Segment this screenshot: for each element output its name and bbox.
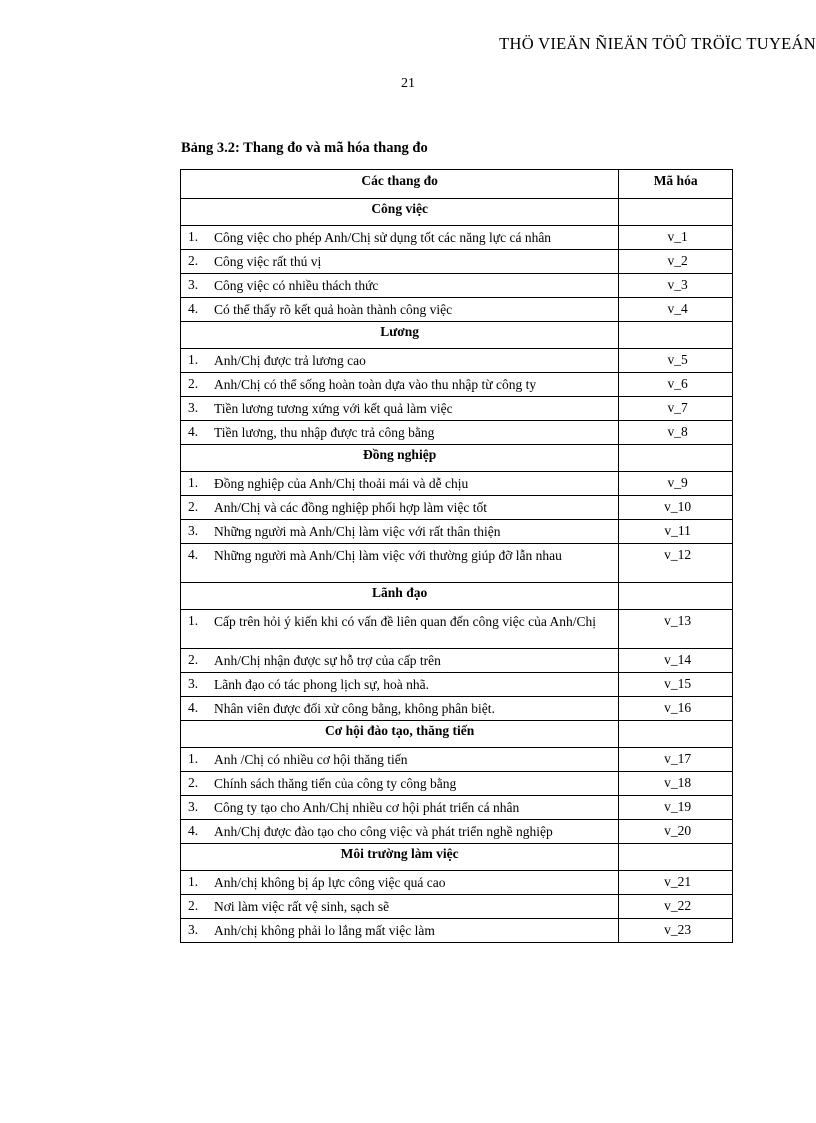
group-code-empty xyxy=(619,199,733,226)
group-row xyxy=(181,199,733,226)
table-row xyxy=(181,895,733,919)
table-row xyxy=(181,820,733,844)
table-row xyxy=(181,673,733,697)
table-caption: Bảng 3.2: Thang đo và mã hóa thang đo xyxy=(181,140,428,156)
item-cell xyxy=(181,349,619,373)
item-cell xyxy=(181,496,619,520)
item-text: Chính sách thăng tiến của công ty công bằng xyxy=(214,776,457,791)
item-text: Những người mà Anh/Chị làm việc với rất thân thiện xyxy=(214,524,501,539)
group-row xyxy=(181,844,733,871)
table-row xyxy=(181,373,733,397)
code-cell xyxy=(619,472,733,496)
table-row xyxy=(181,349,733,373)
item-code: v_23 xyxy=(664,922,692,937)
header-code: Mã hóa xyxy=(619,170,733,199)
header-watermark: THÖ VIEÄN ÑIEÄN TÖÛ TRÖÏC TUYEÁN xyxy=(499,34,816,53)
item-number: 2. xyxy=(188,898,199,913)
group-code-empty xyxy=(619,844,733,871)
item-number: 1. xyxy=(188,475,199,490)
group-title: Đồng nghiệp xyxy=(181,445,619,472)
item-text: Công việc cho phép Anh/Chị sử dụng tốt các năng lực cá nhân xyxy=(214,230,552,245)
group-title: Công việc xyxy=(181,199,619,226)
item-cell xyxy=(181,871,619,895)
item-code: v_8 xyxy=(667,424,688,439)
group-title: Lãnh đạo xyxy=(181,583,619,610)
table-row xyxy=(181,226,733,250)
code-cell xyxy=(619,697,733,721)
item-text: Anh/Chị có thể sống hoàn toàn dựa vào thu nhập từ công ty xyxy=(214,377,537,392)
scale-table xyxy=(180,169,733,943)
code-cell xyxy=(619,274,733,298)
item-code: v_7 xyxy=(667,400,688,415)
item-code: v_13 xyxy=(664,613,692,628)
table-row xyxy=(181,610,733,649)
code-cell xyxy=(619,226,733,250)
item-number: 1. xyxy=(188,751,199,766)
item-code: v_19 xyxy=(664,799,692,814)
item-cell xyxy=(181,298,619,322)
item-code: v_12 xyxy=(664,547,692,562)
group-title: Môi trường làm việc xyxy=(181,844,619,871)
item-cell xyxy=(181,697,619,721)
item-text: Tiền lương tương xứng với kết quả làm việc xyxy=(214,401,453,416)
item-cell xyxy=(181,421,619,445)
item-code: v_14 xyxy=(664,652,692,667)
code-cell xyxy=(619,496,733,520)
table-row xyxy=(181,649,733,673)
table-row xyxy=(181,919,733,943)
item-cell xyxy=(181,649,619,673)
item-cell xyxy=(181,226,619,250)
group-code-empty xyxy=(619,445,733,472)
item-text: Công việc rất thú vị xyxy=(214,254,322,269)
item-number: 3. xyxy=(188,799,199,814)
item-code: v_15 xyxy=(664,676,692,691)
item-cell xyxy=(181,895,619,919)
item-code: v_1 xyxy=(667,229,688,244)
item-text: Anh/chị không bị áp lực công việc quá cao xyxy=(214,875,446,890)
code-cell xyxy=(619,298,733,322)
table-row xyxy=(181,472,733,496)
code-cell xyxy=(619,796,733,820)
code-cell xyxy=(619,673,733,697)
table-row xyxy=(181,871,733,895)
table-row xyxy=(181,748,733,772)
item-number: 2. xyxy=(188,376,199,391)
item-cell xyxy=(181,274,619,298)
item-number: 3. xyxy=(188,676,199,691)
code-cell xyxy=(619,349,733,373)
table-row xyxy=(181,697,733,721)
code-cell xyxy=(619,397,733,421)
item-text: Công ty tạo cho Anh/Chị nhiều cơ hội phát triển cá nhân xyxy=(214,800,520,815)
code-cell xyxy=(619,748,733,772)
item-number: 2. xyxy=(188,499,199,514)
item-cell xyxy=(181,919,619,943)
item-number: 1. xyxy=(188,874,199,889)
item-code: v_2 xyxy=(667,253,688,268)
item-cell xyxy=(181,748,619,772)
code-cell xyxy=(619,871,733,895)
code-cell xyxy=(619,250,733,274)
table-row xyxy=(181,772,733,796)
item-cell xyxy=(181,610,619,649)
item-text: Anh /Chị có nhiều cơ hội thăng tiến xyxy=(214,752,408,767)
table-row xyxy=(181,397,733,421)
table-header-row xyxy=(181,170,733,199)
item-cell xyxy=(181,373,619,397)
code-cell xyxy=(619,649,733,673)
code-cell xyxy=(619,373,733,397)
group-row xyxy=(181,445,733,472)
item-number: 4. xyxy=(188,301,199,316)
item-cell xyxy=(181,397,619,421)
table-body xyxy=(181,199,733,943)
group-row xyxy=(181,583,733,610)
group-code-empty xyxy=(619,721,733,748)
item-number: 3. xyxy=(188,922,199,937)
header-scale: Các thang đo xyxy=(181,170,619,199)
item-code: v_11 xyxy=(664,523,691,538)
item-code: v_17 xyxy=(664,751,692,766)
group-code-empty xyxy=(619,322,733,349)
item-code: v_20 xyxy=(664,823,692,838)
item-number: 4. xyxy=(188,424,199,439)
table-row xyxy=(181,496,733,520)
item-number: 2. xyxy=(188,253,199,268)
item-number: 4. xyxy=(188,700,199,715)
item-text: Anh/Chị và các đồng nghiệp phối hợp làm việc tốt xyxy=(214,500,487,515)
item-number: 2. xyxy=(188,775,199,790)
item-code: v_21 xyxy=(664,874,692,889)
item-text: Anh/Chị được trả lương cao xyxy=(214,353,366,368)
code-cell xyxy=(619,544,733,583)
item-code: v_9 xyxy=(667,475,688,490)
table-row xyxy=(181,298,733,322)
table-row xyxy=(181,544,733,583)
item-cell xyxy=(181,820,619,844)
item-text: Công việc có nhiều thách thức xyxy=(214,278,379,293)
item-cell xyxy=(181,520,619,544)
group-title: Lương xyxy=(181,322,619,349)
code-cell xyxy=(619,919,733,943)
item-text: Tiền lương, thu nhập được trả công bằng xyxy=(214,425,435,440)
item-text: Những người mà Anh/Chị làm việc với thường giúp đỡ lẫn nhau xyxy=(214,548,562,563)
item-text: Anh/chị không phải lo lắng mất việc làm xyxy=(214,923,435,938)
item-code: v_16 xyxy=(664,700,692,715)
item-number: 3. xyxy=(188,400,199,415)
item-number: 3. xyxy=(188,277,199,292)
item-code: v_5 xyxy=(667,352,688,367)
table-row xyxy=(181,796,733,820)
item-code: v_18 xyxy=(664,775,692,790)
table-row xyxy=(181,421,733,445)
code-cell xyxy=(619,610,733,649)
table-row xyxy=(181,274,733,298)
item-code: v_6 xyxy=(667,376,688,391)
item-text: Cấp trên hỏi ý kiến khi có vấn đề liên quan đến công việc của Anh/Chị xyxy=(214,614,597,629)
group-row xyxy=(181,721,733,748)
item-cell xyxy=(181,472,619,496)
code-cell xyxy=(619,421,733,445)
item-text: Lãnh đạo có tác phong lịch sự, hoà nhã. xyxy=(214,677,430,692)
item-cell xyxy=(181,772,619,796)
item-cell xyxy=(181,544,619,583)
group-row xyxy=(181,322,733,349)
item-cell xyxy=(181,796,619,820)
item-code: v_10 xyxy=(664,499,692,514)
item-code: v_3 xyxy=(667,277,688,292)
item-cell xyxy=(181,673,619,697)
page-number: 21 xyxy=(401,76,415,91)
item-number: 1. xyxy=(188,229,199,244)
item-text: Nơi làm việc rất vệ sinh, sạch sẽ xyxy=(214,899,390,914)
item-text: Nhân viên được đối xử công bằng, không phân biệt. xyxy=(214,701,495,716)
item-code: v_4 xyxy=(667,301,688,316)
code-cell xyxy=(619,895,733,919)
code-cell xyxy=(619,772,733,796)
item-code: v_22 xyxy=(664,898,692,913)
code-cell xyxy=(619,520,733,544)
item-text: Anh/Chị được đào tạo cho công việc và phát triển nghề nghiệp xyxy=(214,824,553,839)
table-row xyxy=(181,520,733,544)
item-cell xyxy=(181,250,619,274)
group-code-empty xyxy=(619,583,733,610)
item-number: 3. xyxy=(188,523,199,538)
item-number: 4. xyxy=(188,547,199,562)
item-number: 1. xyxy=(188,613,199,628)
item-text: Anh/Chị nhận được sự hỗ trợ của cấp trên xyxy=(214,653,441,668)
item-number: 4. xyxy=(188,823,199,838)
code-cell xyxy=(619,820,733,844)
item-text: Đồng nghiệp của Anh/Chị thoải mái và dễ chịu xyxy=(214,476,469,491)
item-number: 2. xyxy=(188,652,199,667)
item-text: Có thể thấy rõ kết quả hoàn thành công việc xyxy=(214,302,453,317)
item-number: 1. xyxy=(188,352,199,367)
table-row xyxy=(181,250,733,274)
group-title: Cơ hội đào tạo, thăng tiến xyxy=(181,721,619,748)
